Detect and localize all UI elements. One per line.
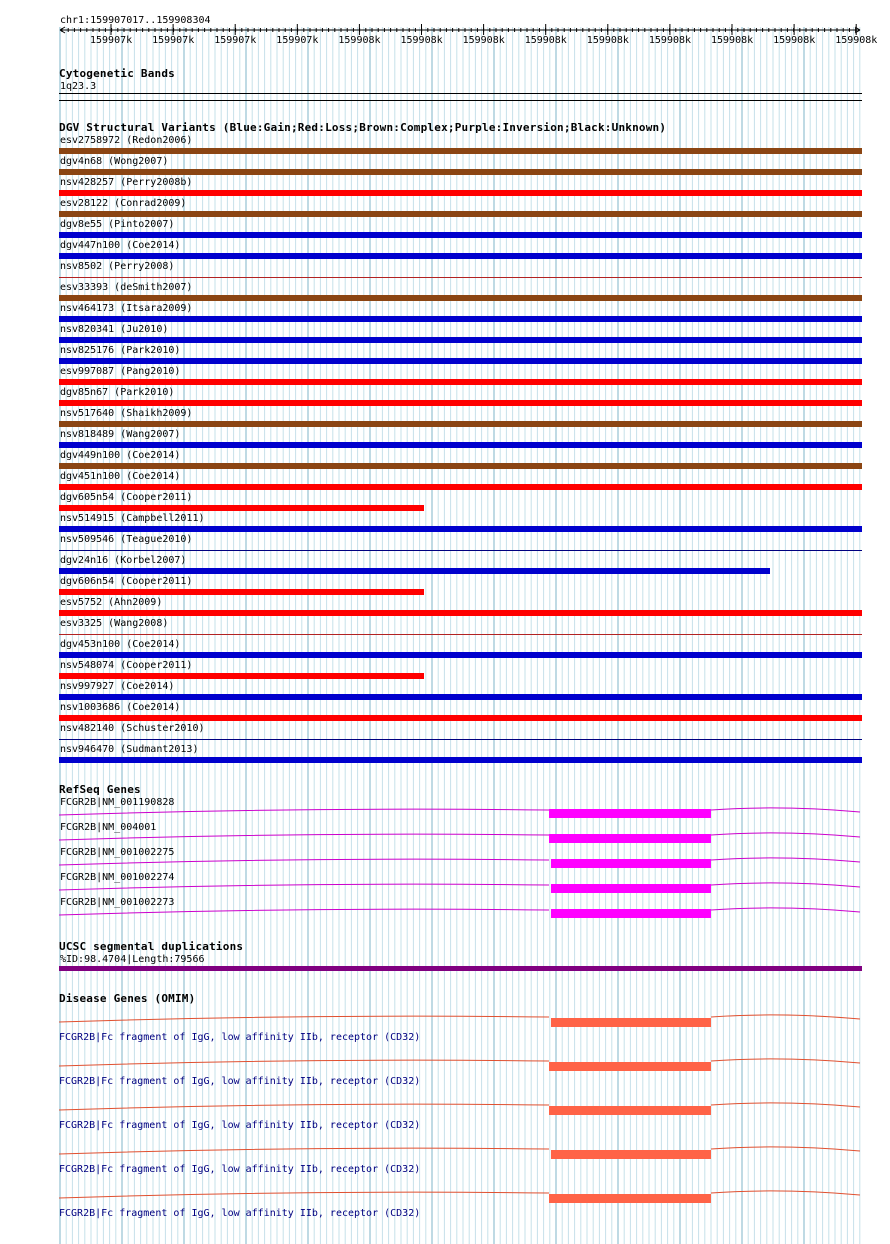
dgv-variant-bar[interactable] [59,694,862,700]
ruler-tick-label: 159908k [773,35,816,46]
dgv-variant-label[interactable]: esv5752 (Ahn2009) [60,597,163,608]
dgv-variant-bar[interactable] [59,757,862,763]
dgv-track-title: DGV Structural Variants (Blue:Gain;Red:Loss;Brown:Complex;Purple:Inversion;Black:Unknown) [59,121,667,134]
ruler-tick-label: 159907k [152,35,195,46]
dgv-variant-label[interactable]: dgv85n67 (Park2010) [60,387,175,398]
refseq-intron-line-path [59,883,860,890]
dgv-variant-bar[interactable] [59,169,862,175]
segdup-label[interactable]: %ID:98.4704|Length:79566 [60,954,205,965]
ruler-tick-label: 159908k [462,35,505,46]
dgv-variant-bar[interactable] [59,358,862,364]
ruler-tick-label: 159908k [400,35,443,46]
refseq-intron-line-path [59,808,860,815]
dgv-variant-bar[interactable] [59,673,424,679]
refseq-track-title: RefSeq Genes [59,783,141,796]
dgv-variant-bar[interactable] [59,463,862,469]
dgv-variant-label[interactable]: nsv1003686 (Coe2014) [60,702,181,713]
refseq-intron-line [0,853,890,873]
ruler-tick-label: 159907k [214,35,257,46]
refseq-intron-line [0,803,890,823]
dgv-variant-label[interactable]: nsv946470 (Sudmant2013) [60,744,199,755]
dgv-variant-bar[interactable] [59,295,862,301]
omim-intron-line-path [59,1191,860,1198]
omim-gene-exon[interactable] [551,1150,711,1159]
omim-gene-link[interactable]: FCGR2B|Fc fragment of IgG, low affinity IIb, receptor (CD32) [59,1032,421,1043]
dgv-variant-bar[interactable] [59,148,862,154]
coordinate-ruler[interactable] [0,24,890,36]
ruler-tick-label: 159907k [90,35,133,46]
dgv-variant-label[interactable]: nsv482140 (Schuster2010) [60,723,205,734]
dgv-variant-bar[interactable] [59,484,862,490]
omim-track-title: Disease Genes (OMIM) [59,992,196,1005]
refseq-intron-line-path [59,833,860,840]
omim-intron-line-path [59,1147,860,1154]
dgv-variant-label[interactable]: nsv818489 (Wang2007) [60,429,181,440]
cytoband-track-title: Cytogenetic Bands [59,67,175,80]
omim-gene-exon[interactable] [549,1194,711,1203]
ruler-tick-label: 159908k [524,35,567,46]
ruler-tick-label: 159907k [276,35,319,46]
dgv-variant-bar[interactable] [59,400,862,406]
dgv-variant-label[interactable]: dgv24n16 (Korbel2007) [60,555,187,566]
refseq-gene-exon[interactable] [551,884,711,893]
ruler-tick-label: 159908k [648,35,692,46]
dgv-variant-bar[interactable] [59,337,862,343]
dgv-variant-bar[interactable] [59,652,862,658]
dgv-variant-bar[interactable] [59,526,862,532]
dgv-variant-bar[interactable] [59,442,862,448]
cytoband-bottom-line [59,100,862,101]
refseq-intron-line-path [59,858,860,865]
dgv-variant-bar[interactable] [59,610,862,616]
refseq-gene-label[interactable]: FCGR2B|NM_001002273 [60,897,175,908]
dgv-variant-label[interactable]: dgv453n100 (Coe2014) [60,639,181,650]
refseq-gene-label[interactable]: FCGR2B|NM_001002274 [60,872,175,883]
dgv-variant-label[interactable]: esv997087 (Pang2010) [60,366,181,377]
dgv-variant-bar[interactable] [59,568,770,574]
dgv-variant-label[interactable]: nsv997927 (Coe2014) [60,681,175,692]
refseq-intron-line [0,903,890,923]
segdup-track-title: UCSC segmental duplications [59,940,244,953]
refseq-intron-line-path [59,908,860,915]
segdup-bar[interactable] [59,966,862,971]
dgv-variant-label[interactable]: esv28122 (Conrad2009) [60,198,187,209]
dgv-variant-label[interactable]: dgv606n54 (Cooper2011) [60,576,193,587]
dgv-variant-label[interactable]: dgv451n100 (Coe2014) [60,471,181,482]
omim-gene-link[interactable]: FCGR2B|Fc fragment of IgG, low affinity IIb, receptor (CD32) [59,1076,421,1087]
refseq-gene-label[interactable]: FCGR2B|NM_004001 [60,822,157,833]
cytoband-label[interactable]: 1q23.3 [60,81,97,92]
refseq-gene-exon[interactable] [549,834,711,843]
refseq-gene-exon[interactable] [551,859,711,868]
dgv-variant-label[interactable]: nsv8502 (Perry2008) [60,261,175,272]
dgv-variant-bar[interactable] [59,190,862,196]
dgv-variant-label[interactable]: nsv509546 (Teague2010) [60,534,193,545]
dgv-variant-label[interactable]: esv33393 (deSmith2007) [60,282,193,293]
omim-intron-line-path [59,1015,860,1022]
dgv-variant-line[interactable] [59,739,862,740]
refseq-gene-exon[interactable] [551,909,711,918]
omim-intron-line [0,1186,890,1206]
ruler-tick-label: 159908k [338,35,381,46]
dgv-variant-label[interactable]: dgv449n100 (Coe2014) [60,450,181,461]
omim-gene-link[interactable]: FCGR2B|Fc fragment of IgG, low affinity IIb, receptor (CD32) [59,1164,421,1175]
omim-intron-line [0,1054,890,1074]
cytoband-top-line [59,93,862,94]
refseq-gene-exon[interactable] [549,809,711,818]
ruler-tick-label: 159908k [711,35,754,46]
dgv-variant-bar[interactable] [59,379,862,385]
omim-gene-exon[interactable] [549,1062,711,1071]
ruler-tick-label: 159908k [586,35,629,46]
omim-gene-exon[interactable] [549,1106,711,1115]
omim-intron-line-path [59,1059,860,1066]
dgv-variant-line[interactable] [59,550,862,551]
omim-intron-line [0,1142,890,1162]
dgv-variant-bar[interactable] [59,421,862,427]
dgv-variant-label[interactable]: dgv4n68 (Wong2007) [60,156,169,167]
coordinate-label: chr1:159907017..159908304 [60,15,211,26]
dgv-variant-line[interactable] [59,634,862,635]
dgv-variant-line[interactable] [59,277,862,278]
ruler-tick-label: 159908k [835,35,878,46]
dgv-variant-label[interactable]: nsv825176 (Park2010) [60,345,181,356]
omim-gene-exon[interactable] [551,1018,711,1027]
dgv-variant-label[interactable]: nsv517640 (Shaikh2009) [60,408,193,419]
dgv-variant-bar[interactable] [59,505,424,511]
dgv-variant-bar[interactable] [59,316,862,322]
dgv-variant-bar[interactable] [59,715,862,721]
dgv-variant-label[interactable]: esv2758972 (Redon2006) [60,135,193,146]
dgv-variant-label[interactable]: nsv464173 (Itsara2009) [60,303,193,314]
dgv-variant-bar[interactable] [59,253,862,259]
omim-intron-line-path [59,1103,860,1110]
omim-gene-link[interactable]: FCGR2B|Fc fragment of IgG, low affinity IIb, receptor (CD32) [59,1208,421,1219]
dgv-variant-label[interactable]: nsv428257 (Perry2008b) [60,177,193,188]
omim-intron-line [0,1098,890,1118]
dgv-variant-label[interactable]: esv3325 (Wang2008) [60,618,169,629]
dgv-variant-label[interactable]: dgv8e55 (Pinto2007) [60,219,175,230]
refseq-gene-label[interactable]: FCGR2B|NM_001002275 [60,847,175,858]
refseq-intron-line [0,878,890,898]
omim-gene-link[interactable]: FCGR2B|Fc fragment of IgG, low affinity IIb, receptor (CD32) [59,1120,421,1131]
dgv-variant-bar[interactable] [59,232,862,238]
refseq-intron-line [0,828,890,848]
omim-intron-line [0,1010,890,1030]
dgv-variant-label[interactable]: dgv447n100 (Coe2014) [60,240,181,251]
dgv-variant-label[interactable]: dgv605n54 (Cooper2011) [60,492,193,503]
dgv-variant-label[interactable]: nsv514915 (Campbell2011) [60,513,205,524]
dgv-variant-label[interactable]: nsv820341 (Ju2010) [60,324,169,335]
dgv-variant-bar[interactable] [59,589,424,595]
dgv-variant-bar[interactable] [59,211,862,217]
refseq-gene-label[interactable]: FCGR2B|NM_001190828 [60,797,175,808]
dgv-variant-label[interactable]: nsv548074 (Cooper2011) [60,660,193,671]
